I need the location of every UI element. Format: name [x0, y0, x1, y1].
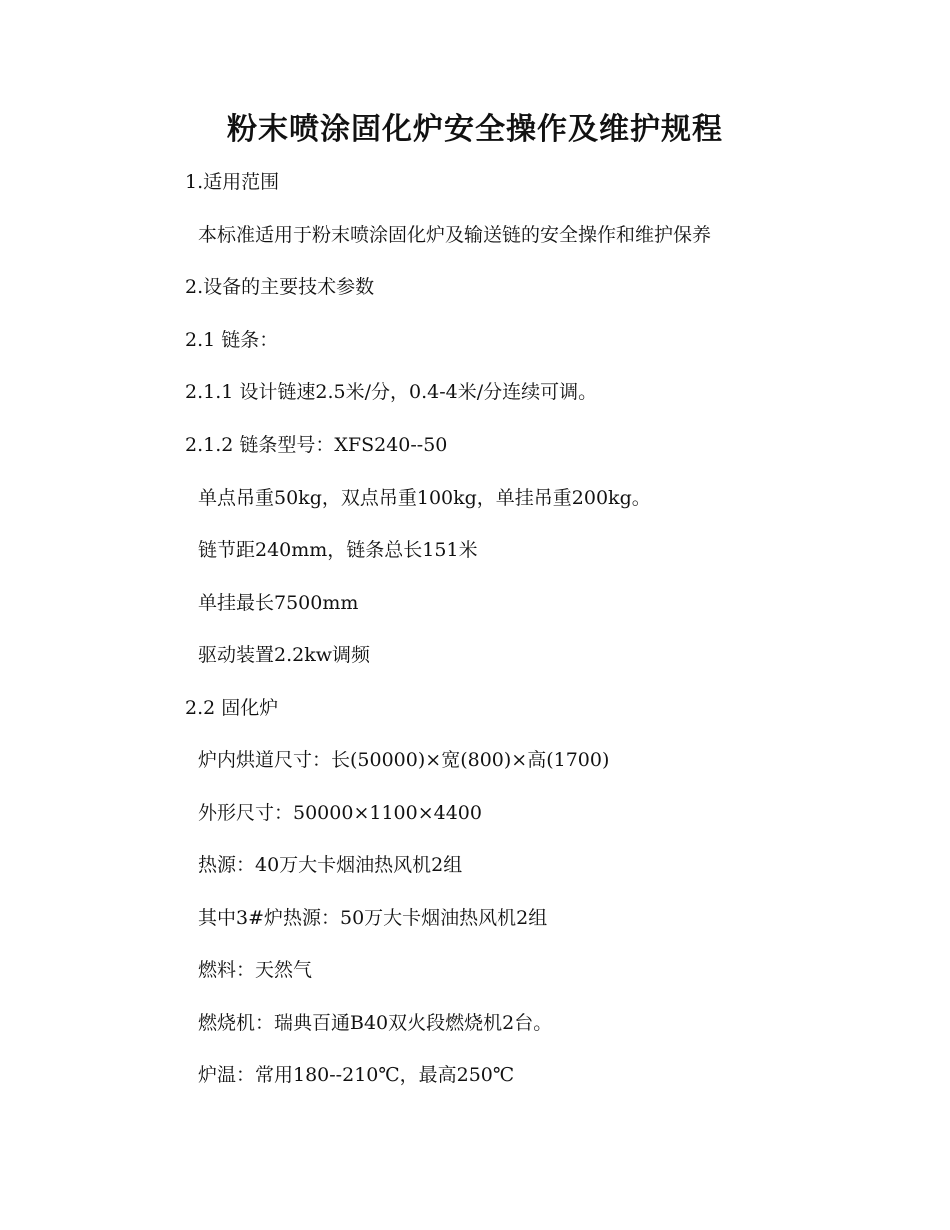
drive-unit-text: 驱动装置2.2kw调频: [198, 644, 370, 666]
load-capacity-text: 单点吊重50kg，双点吊重100kg，单挂吊重200kg。: [198, 487, 651, 509]
burner-text: 燃烧机：瑞典百通B40双火段燃烧机2台。: [198, 1012, 553, 1034]
document-title: 粉末喷涂固化炉安全操作及维护规程: [227, 112, 723, 147]
chain-pitch-text: 链节距240mm，链条总长151米: [198, 539, 478, 561]
subsection-heading-chain: 2.1 链条：: [185, 329, 279, 351]
scope-text: 本标准适用于粉末喷涂固化炉及输送链的安全操作和维护保养: [198, 224, 712, 246]
section-heading-parameters: 2.设备的主要技术参数: [185, 276, 375, 298]
oven-tunnel-size-text: 炉内烘道尺寸：长(50000)×宽(800)×高(1700): [198, 749, 610, 771]
oven-temperature-text: 炉温：常用180--210℃，最高250℃: [198, 1064, 515, 1086]
section-heading-scope: 1.适用范围: [185, 171, 280, 193]
outer-dimensions-text: 外形尺寸：50000×1100×4400: [198, 802, 482, 824]
max-hang-length-text: 单挂最长7500mm: [198, 592, 359, 614]
chain-model-text: 2.1.2 链条型号：XFS240--50: [185, 434, 448, 456]
subsection-heading-oven: 2.2 固化炉: [185, 697, 279, 719]
heat-source-text: 热源：40万大卡烟油热风机2组: [198, 854, 463, 876]
oven3-heat-source-text: 其中3#炉热源：50万大卡烟油热风机2组: [198, 907, 548, 929]
fuel-text: 燃料：天然气: [198, 959, 313, 981]
chain-speed-text: 2.1.1 设计链速2.5米/分，0.4-4米/分连续可调。: [185, 381, 598, 403]
